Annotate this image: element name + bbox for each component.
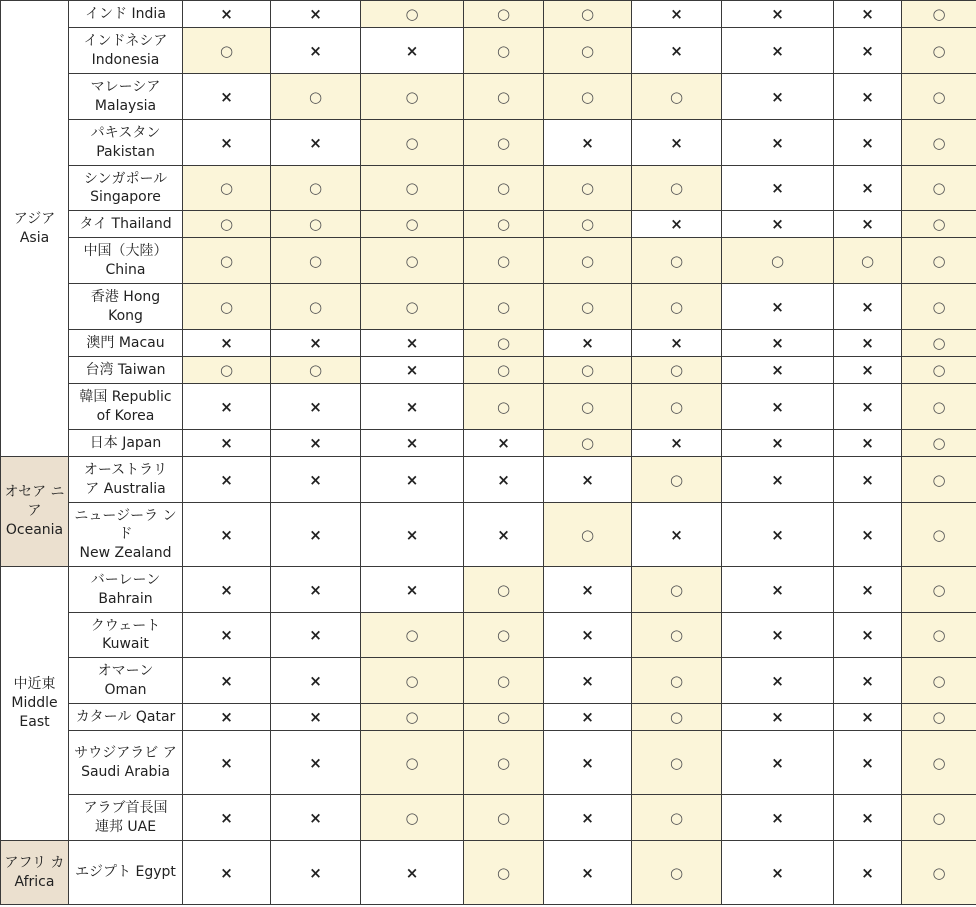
unavailable-mark: × [834,613,902,658]
unavailable-mark: × [834,795,902,841]
unavailable-mark: × [722,384,834,430]
unavailable-mark: × [544,330,632,357]
available-mark: ○ [632,704,722,731]
unavailable-mark: × [834,731,902,795]
unavailable-mark: × [183,1,271,28]
country-name-ja: オーストラリ [83,462,168,478]
region-name-ja: アフリ カ [4,854,65,871]
country-cell [69,166,183,211]
country-name-en: India [131,5,166,22]
unavailable-mark: × [834,1,902,28]
country-name-en: Bahrain [98,590,153,607]
available-mark: ○ [361,704,464,731]
unavailable-mark: × [183,74,271,120]
country-name-ja: マレーシア [90,79,161,95]
country-cell [69,1,183,28]
available-mark: ○ [464,567,544,613]
available-mark: ○ [464,120,544,166]
available-mark: ○ [464,841,544,905]
available-mark: ○ [361,211,464,238]
unavailable-mark: × [722,567,834,613]
table-row [1,166,976,211]
unavailable-mark: × [722,1,834,28]
unavailable-mark: × [632,120,722,166]
region-name-en: Middle East [11,695,58,730]
unavailable-mark: × [722,731,834,795]
country-name-en: Kong [108,307,143,324]
country-name-ja: クウェート [90,617,161,634]
unavailable-mark: × [183,457,271,503]
available-mark: ○ [902,613,976,658]
available-mark: ○ [544,430,632,457]
country-name-ja: シンガポール [83,170,168,187]
country-cell [69,795,183,841]
table-row [1,795,976,841]
table-row [1,330,976,357]
table-row [1,357,976,384]
country-name-ja: 韓国 Republic [79,389,172,405]
country-name-en: Taiwan [117,361,166,378]
available-mark: ○ [464,704,544,731]
unavailable-mark: × [361,430,464,457]
available-mark: ○ [544,28,632,74]
country-name-ja: 台湾 [85,361,114,378]
country-name-ja: アラブ首長国 [83,800,168,816]
available-mark: ○ [544,357,632,384]
unavailable-mark: × [632,1,722,28]
available-mark: ○ [361,1,464,28]
available-mark: ○ [464,211,544,238]
unavailable-mark: × [834,74,902,120]
available-mark: ○ [632,795,722,841]
country-cell [69,430,183,457]
available-mark: ○ [464,28,544,74]
table-row [1,284,976,330]
available-mark: ○ [361,795,464,841]
region-name-ja: オセア ニア [4,484,65,519]
unavailable-mark: × [361,330,464,357]
table-row [1,384,976,430]
unavailable-mark: × [183,704,271,731]
available-mark: ○ [632,731,722,795]
unavailable-mark: × [183,841,271,905]
unavailable-mark: × [361,357,464,384]
country-cell [69,211,183,238]
available-mark: ○ [464,74,544,120]
unavailable-mark: × [722,357,834,384]
available-mark: ○ [902,430,976,457]
available-mark: ○ [632,384,722,430]
table-row [1,658,976,704]
table-row [1,613,976,658]
unavailable-mark: × [183,430,271,457]
unavailable-mark: × [464,503,544,567]
country-name-ja: サウジアラビ ア [74,745,177,761]
unavailable-mark: × [632,503,722,567]
available-mark: ○ [902,503,976,567]
unavailable-mark: × [464,457,544,503]
region-name-en: Oceania [5,522,64,538]
available-mark: ○ [464,795,544,841]
unavailable-mark: × [271,613,361,658]
unavailable-mark: × [834,357,902,384]
available-mark: ○ [464,1,544,28]
unavailable-mark: × [834,330,902,357]
available-mark: ○ [902,384,976,430]
unavailable-mark: × [722,457,834,503]
unavailable-mark: × [271,384,361,430]
country-cell [69,357,183,384]
region-name-en: Africa [14,873,55,890]
unavailable-mark: × [834,457,902,503]
available-mark: ○ [902,731,976,795]
unavailable-mark: × [544,658,632,704]
region-cell [1,1,69,457]
country-name-en: Qatar [135,708,176,725]
unavailable-mark: × [722,166,834,211]
unavailable-mark: × [722,841,834,905]
table-row [1,1,976,28]
unavailable-mark: × [722,704,834,731]
table-row [1,120,976,166]
unavailable-mark: × [632,28,722,74]
unavailable-mark: × [722,120,834,166]
country-name-en: ア Australia [85,480,166,497]
country-cell [69,120,183,166]
country-name-en: 連邦 UAE [94,818,157,835]
table-row [1,238,976,284]
unavailable-mark: × [632,211,722,238]
unavailable-mark: × [722,795,834,841]
unavailable-mark: × [834,384,902,430]
unavailable-mark: × [722,658,834,704]
unavailable-mark: × [544,120,632,166]
unavailable-mark: × [361,384,464,430]
unavailable-mark: × [183,658,271,704]
country-cell [69,503,183,567]
country-name-en: Kuwait [102,636,149,652]
unavailable-mark: × [361,841,464,905]
available-mark: ○ [544,166,632,211]
country-name-en: New Zealand [79,544,172,561]
available-mark: ○ [902,841,976,905]
available-mark: ○ [271,166,361,211]
unavailable-mark: × [544,613,632,658]
available-mark: ○ [632,284,722,330]
available-mark: ○ [722,238,834,284]
unavailable-mark: × [183,567,271,613]
region-cell [1,457,69,567]
available-mark: ○ [271,211,361,238]
unavailable-mark: × [722,613,834,658]
unavailable-mark: × [183,795,271,841]
unavailable-mark: × [632,330,722,357]
table-row [1,567,976,613]
unavailable-mark: × [271,28,361,74]
unavailable-mark: × [834,503,902,567]
available-mark: ○ [544,503,632,567]
country-cell [69,841,183,905]
unavailable-mark: × [834,211,902,238]
unavailable-mark: × [834,658,902,704]
available-mark: ○ [902,28,976,74]
available-mark: ○ [902,284,976,330]
available-mark: ○ [834,238,902,284]
unavailable-mark: × [361,457,464,503]
unavailable-mark: × [271,731,361,795]
available-mark: ○ [464,384,544,430]
unavailable-mark: × [834,284,902,330]
table-row [1,841,976,905]
unavailable-mark: × [722,503,834,567]
available-mark: ○ [361,120,464,166]
unavailable-mark: × [271,795,361,841]
unavailable-mark: × [834,841,902,905]
unavailable-mark: × [722,74,834,120]
country-name-ja: 日本 [89,434,118,451]
unavailable-mark: × [271,567,361,613]
available-mark: ○ [632,841,722,905]
available-mark: ○ [464,731,544,795]
country-name-ja: 中国（大陸） [83,243,168,259]
available-mark: ○ [271,357,361,384]
available-mark: ○ [902,74,976,120]
unavailable-mark: × [544,457,632,503]
country-name-ja: オマーン [97,663,154,679]
available-mark: ○ [464,330,544,357]
unavailable-mark: × [271,120,361,166]
available-mark: ○ [464,357,544,384]
available-mark: ○ [632,613,722,658]
unavailable-mark: × [183,330,271,357]
available-mark: ○ [902,457,976,503]
country-name-ja: インド [85,5,128,22]
country-cell [69,330,183,357]
unavailable-mark: × [834,567,902,613]
unavailable-mark: × [271,658,361,704]
available-mark: ○ [902,704,976,731]
available-mark: ○ [902,357,976,384]
unavailable-mark: × [464,430,544,457]
country-name-en: Pakistan [96,143,155,160]
country-name-en: Thailand [111,215,172,232]
unavailable-mark: × [271,330,361,357]
unavailable-mark: × [544,704,632,731]
table-row [1,457,976,503]
available-mark: ○ [902,567,976,613]
available-mark: ○ [632,658,722,704]
table-row [1,211,976,238]
available-mark: ○ [544,211,632,238]
region-cell [1,841,69,905]
unavailable-mark: × [722,330,834,357]
available-mark: ○ [902,330,976,357]
country-name-en: China [105,261,146,278]
country-name-ja: 香港 Hong [90,289,161,305]
country-name-en: Malaysia [94,97,157,114]
available-mark: ○ [464,166,544,211]
unavailable-mark: × [361,28,464,74]
unavailable-mark: × [271,704,361,731]
available-mark: ○ [902,1,976,28]
region-cell [1,567,69,841]
country-name-ja: カタール [75,708,132,725]
available-mark: ○ [632,166,722,211]
country-name-ja: エジプト [75,864,132,881]
country-cell [69,704,183,731]
table-row [1,28,976,74]
region-name-ja: 中近東 [13,676,56,692]
region-name-ja: アジア [13,210,56,227]
available-mark: ○ [544,74,632,120]
unavailable-mark: × [544,567,632,613]
available-mark: ○ [902,795,976,841]
available-mark: ○ [632,567,722,613]
country-name-en: Egypt [135,864,176,881]
country-name-en: Oman [104,681,147,698]
available-mark: ○ [464,284,544,330]
unavailable-mark: × [183,503,271,567]
available-mark: ○ [902,238,976,284]
available-mark: ○ [902,120,976,166]
country-name-en: Indonesia [91,51,160,68]
available-mark: ○ [464,238,544,284]
unavailable-mark: × [271,457,361,503]
unavailable-mark: × [271,503,361,567]
unavailable-mark: × [722,284,834,330]
country-cell [69,457,183,503]
country-cell [69,28,183,74]
available-mark: ○ [361,731,464,795]
table-row [1,704,976,731]
available-mark: ○ [361,166,464,211]
unavailable-mark: × [834,120,902,166]
table-row [1,430,976,457]
country-name-en: of Korea [96,407,155,424]
available-mark: ○ [544,1,632,28]
unavailable-mark: × [183,384,271,430]
available-mark: ○ [632,74,722,120]
unavailable-mark: × [834,704,902,731]
unavailable-mark: × [722,211,834,238]
available-mark: ○ [632,457,722,503]
unavailable-mark: × [722,28,834,74]
unavailable-mark: × [834,28,902,74]
country-cell [69,74,183,120]
country-cell [69,384,183,430]
unavailable-mark: × [834,430,902,457]
unavailable-mark: × [722,430,834,457]
available-mark: ○ [464,658,544,704]
unavailable-mark: × [271,1,361,28]
available-mark: ○ [271,74,361,120]
country-name-ja: バーレーン [90,572,161,588]
unavailable-mark: × [361,503,464,567]
country-name-en: Macau [118,334,165,351]
available-mark: ○ [183,166,271,211]
unavailable-mark: × [271,430,361,457]
available-mark: ○ [271,284,361,330]
unavailable-mark: × [271,841,361,905]
available-mark: ○ [183,28,271,74]
unavailable-mark: × [632,430,722,457]
region-name-en: Asia [19,229,50,246]
available-mark: ○ [902,211,976,238]
country-name-ja: ニュージーラ ンド [74,507,177,543]
unavailable-mark: × [544,841,632,905]
country-name-en: Singapore [90,189,161,205]
country-cell [69,238,183,284]
country-name-en: Japan [122,434,162,451]
available-mark: ○ [544,384,632,430]
available-mark: ○ [183,238,271,284]
available-mark: ○ [361,238,464,284]
unavailable-mark: × [834,166,902,211]
country-name-ja: 澳門 [86,334,115,351]
available-mark: ○ [544,238,632,284]
unavailable-mark: × [183,731,271,795]
country-cell [69,658,183,704]
table-row [1,731,976,795]
available-mark: ○ [271,238,361,284]
country-cell [69,284,183,330]
unavailable-mark: × [544,795,632,841]
country-cell [69,613,183,658]
available-mark: ○ [632,238,722,284]
unavailable-mark: × [544,731,632,795]
table-row [1,74,976,120]
unavailable-mark: × [183,120,271,166]
available-mark: ○ [632,357,722,384]
country-name-en: Saudi Arabia [81,763,170,780]
country-name-ja: パキスタン [90,125,161,141]
country-name-ja: インドネシア [83,33,168,49]
available-mark: ○ [464,613,544,658]
available-mark: ○ [183,284,271,330]
available-mark: ○ [183,211,271,238]
available-mark: ○ [902,166,976,211]
available-mark: ○ [544,284,632,330]
unavailable-mark: × [183,613,271,658]
country-cell [69,731,183,795]
available-mark: ○ [183,357,271,384]
unavailable-mark: × [361,567,464,613]
country-name-ja: タイ [79,215,108,232]
available-mark: ○ [361,658,464,704]
available-mark: ○ [361,613,464,658]
available-mark: ○ [361,284,464,330]
available-mark: ○ [361,74,464,120]
country-cell [69,567,183,613]
available-mark: ○ [902,658,976,704]
table-row [1,503,976,567]
